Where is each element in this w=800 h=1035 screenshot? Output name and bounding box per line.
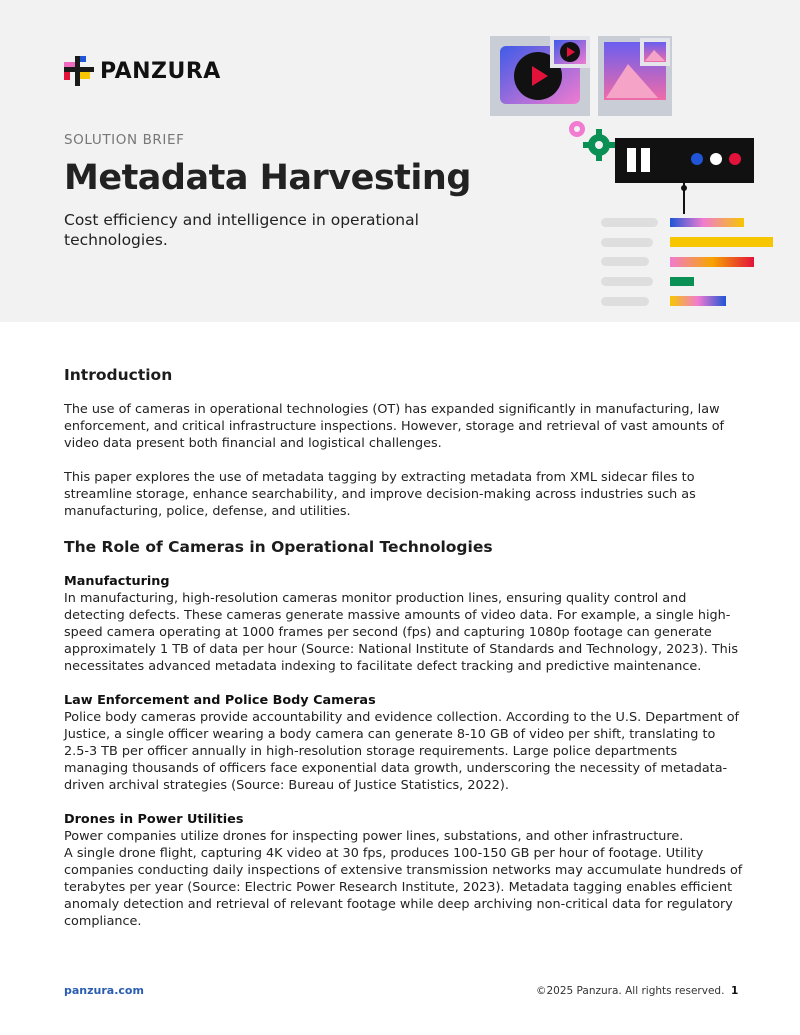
police-paragraph: Police body cameras provide accountability and evidence collection. According to the U.S. Department of Justice, a single officer wearing a body camera can generate 8-10 GB of video per shift, translating to 2.5-3 TB per officer annually in high-resolution storage requirements. Large police departments managing thousands of officers face exponential data growth, underscoring the necessity of metadata-driven archival strategies (Source: Bureau of Justice Statistics, 2022). [64,710,740,793]
drones-paragraph-1: Power companies utilize drones for inspecting power lines, substations, and other infrastructure. [64,829,684,844]
drones-subheading: Drones in Power Utilities [64,812,244,827]
panzura-logo-icon [64,56,94,86]
manufacturing-subheading: Manufacturing [64,574,170,589]
metadata-bars-icon [601,218,773,306]
page-subtitle: Cost efficiency and intelligence in operational technologies. [64,211,419,249]
video-thumbnail-icon [490,36,590,116]
hero-illustration [488,30,788,315]
drones-paragraph-2: A single drone flight, capturing 4K video at 30 fps, produces 100-150 GB per hour of footage. Utility companies conducting daily inspections of extensive transmission networks may accumulate hundreds of terabytes per year (Source: Electric Power Research Institute, 2023). Metadata tagging enables efficient anomaly detection and retrieval of relevant footage while deep archiving non-critical data for regulatory compliance. [64,846,743,929]
cameras-section-heading: The Role of Cameras in Operational Technologies [64,538,493,556]
brand-logo[interactable] [64,56,221,86]
image-thumbnail-icon [598,36,672,116]
hero-banner [0,0,800,322]
intro-paragraph-2: This paper explores the use of metadata tagging by extracting metadata from XML sidecar files to streamline storage, enhance searchability, and improve decision-making across industries such as manufacturing, police, defense, and utilities. [64,470,696,519]
document-type-label: SOLUTION BRIEF [64,132,185,148]
intro-paragraph-1: The use of cameras in operational technologies (OT) has expanded significantly in manufacturing, law enforcement, and critical infrastructure inspections. However, storage and retrieval of vast amounts of video data present both financial and logistical challenges. [64,402,725,451]
manufacturing-paragraph: In manufacturing, high-resolution cameras monitor production lines, ensuring quality control and detecting defects. These cameras generate massive amounts of video data. For example, a single high-speed camera operating at 1000 frames per second (fps) and capturing 1080p footage can generate approximately 1 TB of data per hour (Source: National Institute of Standards and Technology, 2023). This necessitates advanced metadata indexing to facilitate defect tracking and predictive maintenance. [64,591,738,674]
police-subheading: Law Enforcement and Police Body Cameras [64,693,376,708]
media-player-icon [615,138,754,214]
gear-icon [569,121,615,161]
copyright-text: ©2025 Panzura. All rights reserved. [536,985,725,997]
page-title: Metadata Harvesting [64,158,471,198]
page-number: 1 [731,985,739,997]
website-link[interactable]: panzura.com [64,984,144,997]
brand-name: PANZURA [100,58,221,84]
main-content [64,366,744,930]
introduction-heading: Introduction [64,366,173,384]
